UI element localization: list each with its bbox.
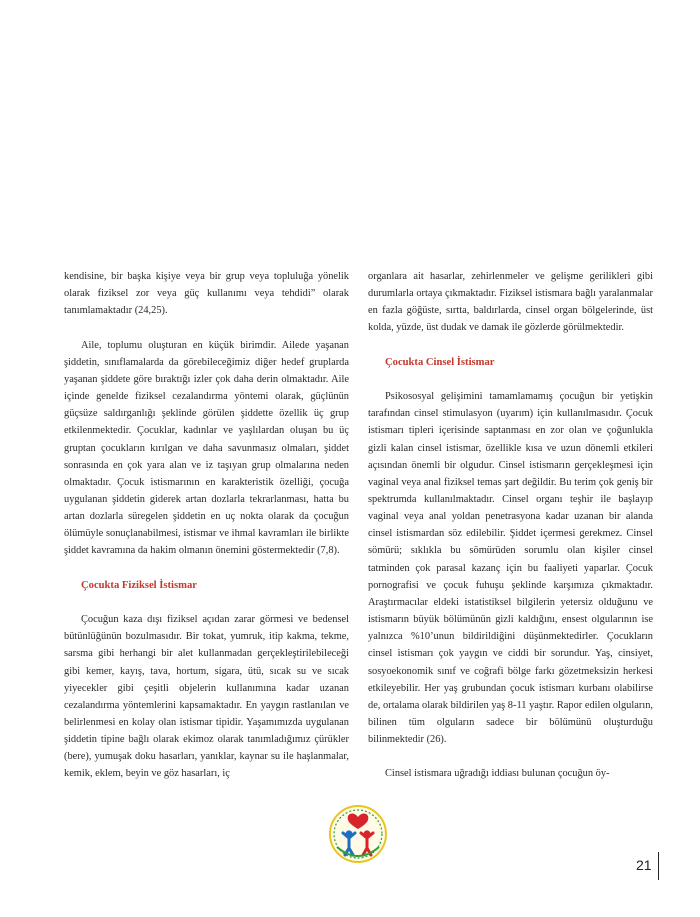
page-number: 21	[636, 857, 652, 873]
heading-physical-abuse: Çocukta Fiziksel İstismar	[81, 579, 197, 591]
paragraph-physical-abuse: Çocuğun kaza dışı fiziksel açıdan zarar görmesi ve bedensel bütünlüğünün bozulmasıdır. Bir tokat, yumruk, itip kakma, tekme, sarsma gibi herhangi bir alet kullanmadan gerçekleştirilebileceği gibi kemer, kayış, tava, hortum, sigara, ütü, sıcak su ve sıcak yiyecekler gibi çeşitli objelerin kullanımına kadar uzanan cezalandırma yöntemlerini kapsamaktadır. En yaygın rastlanılan ve belirlenmesi en kolay olan istismar tipidir. Yaşamımızda uygulanan şiddetin tipine bağlı olarak ekimoz olarak tanımladığımız çürükler (bere), yumuşak doku hasarları, yanıklar, kaynar su ile haşlanmalar, kemik, eklem, beyin ve göz hasarları, iç	[64, 614, 349, 780]
left-column	[64, 268, 349, 783]
right-column	[368, 268, 653, 783]
page-number-divider	[658, 852, 659, 880]
paragraph-sexual-abuse-claim: Cinsel istismara uğradığı iddiası bulunan çocuğun öy-	[385, 768, 610, 780]
children-hands-logo-icon	[327, 803, 389, 865]
paragraph-physical-abuse-continued: organlara ait hasarlar, zehirlenmeler ve gelişme gerilikleri gibi durumlarla ortaya çıkmaktadır. Fiziksel istismara bağlı yaralanmalar en fazla göğüste, sırtta, baldırlarda, cinsel organ bölgelerinde, üst kolda, yüzde, üst dudak ve damak ile gözlerde görülmektedir.	[368, 271, 653, 334]
paragraph-family-violence: Aile, toplumu oluşturan en küçük birimdir. Ailede yaşanan şiddetin, sınıflamalarda da görebileceğimiz diğer hedef gruplarda yaşanan şiddete göre bıraktığı izler çok daha derin olmaktadır. Aile içinde genelde fiziksel cezalandırma yöntemi olarak, güçlünün güçsüze saldırganlığı şeklinde görülen şiddette özellik üç grup etkilenmektedir. Çocuklar, kadınlar ve yaşlılardan oluşan bu üç gruptan çocukların kırılgan ve daha savunmasız olmaları, şiddet sonrasında en çok yara alan ve iz taşıyan grup olmalarına neden olmaktadır. Çocuk istismarının en karakteristik özelliği, çocuğa uygulanan şiddetin giderek artan dozlarla tekrarlanması, hatta bu artan dozlarla süregelen şiddetin en uç nokta olarak da çocuğun ölümüyle sonuçlanabilmesi, istismar ve ihmal kavramları ile birlikte şiddet kavramına da hakim olmanın önemini göstermektedir (7,8).	[64, 339, 349, 557]
heading-sexual-abuse: Çocukta Cinsel İstismar	[385, 356, 495, 368]
paragraph-sexual-abuse: Psikososyal gelişimini tamamlamamış çocuğun bir yetişkin tarafından cinsel stimulasyon (uyarım) için kullanılmasıdır. Çocuk istismarı tipleri içerisinde saptanması en zor olan ve çoğunlukla gizli kalan cinsel istismar, özellikle kısa ve uzun dönemli etkileri açısından önemli bir olgudur. Cinsel istismarın gerçekleşmesi için vaginal veya anal fiziksel temas şart değildir. Bu terim çok geniş bir spektrumda kullanılmaktadır. Cinsel organı teşhir ile başlayıp vaginal veya anal yoldan penetrasyona kadar uzanan bir alanda cinsel istismardan söz edilebilir. Şiddet içermesi gerekmez. Cinsel sömürü; sıklıkla bu sömürüden sorumlu olan kişiler cinsel tatminden çok parasal kazanç için bu faaliyeti yaparlar. Çocuk pornografisi ve çocuk fuhuşu şeklinde karşımıza çıkmaktadır. Araştırmacılar eldeki istatistiksel bilgilerin yetersiz olduğunu ve istismarın büyük bölümünün gizli kaldığını, ensest olgularının ise yalnızca %10’unun bildirildiğini düşünmektedirler. Çocukların cinsel istismarı çok yaygın ve ciddi bir sorundur. Yaş, cinsiyet, sosyoekonomik sınıf ve coğrafi bölge farkı gözetmeksizin herkesi etkileyebilir. Her yaş grubundan çocuk istismarı kurbanı olabilirse de, ortalama olarak bildirilen yaş 8-11 yaştır. Rapor edilen olguların, bilinen tüm olguların sadece bir bölümünü oluşturduğu bilinmektedir (26).	[368, 391, 653, 746]
paragraph-violence-definition: kendisine, bir başka kişiye veya bir grup veya topluluğa yönelik olarak fiziksel zor veya güç kullanımı veya tehdidi” olarak tanımlamaktadır (24,25).	[64, 271, 349, 317]
